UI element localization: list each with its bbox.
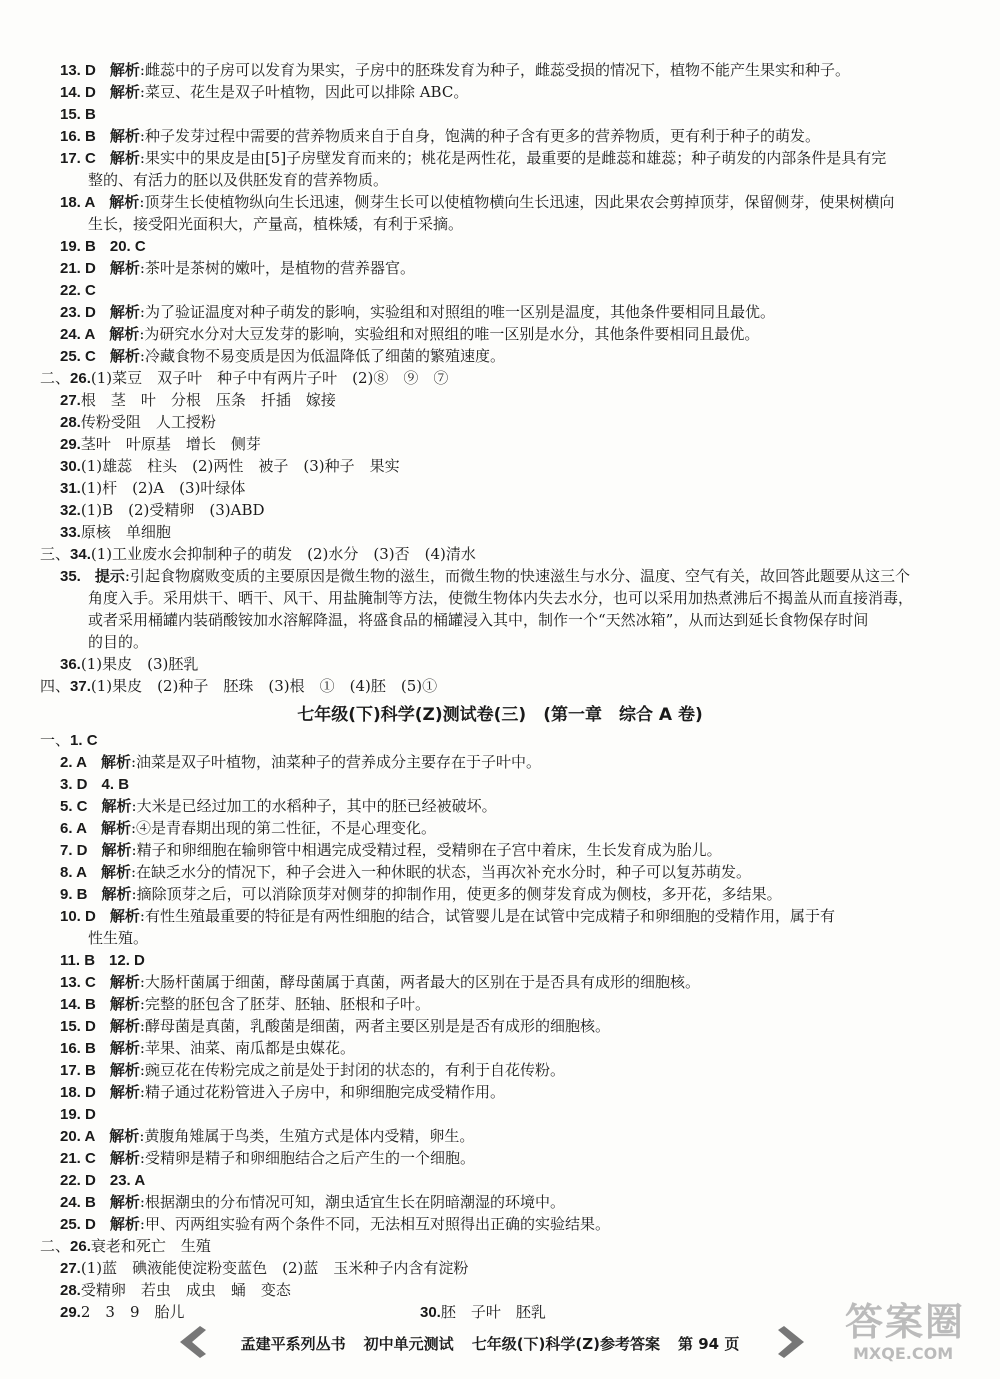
answer-37: 四、37.(1)果皮 (2)种子 胚珠 (3)根 ① (4)胚 (5)① bbox=[40, 677, 438, 695]
p2-answer-19: 19. D bbox=[60, 1106, 96, 1123]
p2-answer-14: 14. B 解析:完整的胚包含了胚芽、胚轴、胚根和子叶。 bbox=[60, 995, 430, 1013]
p2-answer-30-num: 30. bbox=[420, 1304, 441, 1321]
answer-14: 14. D 解析:菜豆、花生是双子叶植物，因此可以排除 ABC。 bbox=[60, 83, 469, 101]
answer-33: 33.原核 单细胞 bbox=[60, 523, 171, 541]
p2-answer-13: 13. C 解析:大肠杆菌属于细菌，酵母菌属于真菌，两者最大的区别在于是否具有成形的细胞核。 bbox=[60, 973, 700, 991]
answer-23: 23. D 解析:为了验证温度对种子萌发的影响，实验组和对照组的唯一区别是温度，其他条件要相同且最优。 bbox=[60, 303, 775, 321]
answer-15: 15. B bbox=[60, 106, 96, 123]
answer-34: 三、34.(1)工业废水会抑制种子的萌发 (2)水分 (3)否 (4)清水 bbox=[40, 545, 476, 563]
p2-answer-28: 28.受精卵 若虫 成虫 蛹 变态 bbox=[60, 1281, 291, 1299]
p2-answer-29: 29.2 3 9 胎儿 bbox=[60, 1303, 185, 1321]
answer-22: 22. C bbox=[60, 282, 96, 299]
p2-answer-30 bbox=[420, 1302, 1000, 1323]
p2-answer-22-23: 22. D 23. A bbox=[60, 1172, 146, 1189]
answer-30: 30.(1)雄蕊 柱头 (2)两性 被子 (3)种子 果实 bbox=[60, 457, 400, 475]
answer-13: 13. D 解析:雌蕊中的子房可以发育为果实，子房中的胚珠发育为种子，雌蕊受损的情况下，植物不能产生果实和种子。 bbox=[60, 61, 850, 79]
section-title: 七年级(下)科学(Z)测试卷(三) (第一章 综合 A 卷) bbox=[297, 705, 703, 725]
answer-21: 21. D 解析:茶叶是茶树的嫩叶，是植物的营养器官。 bbox=[60, 259, 415, 277]
answer-18-cont: 生长，接受阳光面积大，产量高，植株矮，有利于采摘。 bbox=[88, 215, 464, 233]
answer-25: 25. C 解析:冷藏食物不易变质是因为低温降低了细菌的繁殖速度。 bbox=[60, 347, 505, 365]
p2-answer-5: 5. C 解析:大米是已经过加工的水稻种子，其中的胚已经被破坏。 bbox=[60, 797, 497, 815]
p2-answer-26: 二、26.衰老和死亡 生殖 bbox=[40, 1237, 211, 1255]
answer-28: 28.传粉受阻 人工授粉 bbox=[60, 413, 216, 431]
answer-32: 32.(1)B (2)受精卵 (3)ABD bbox=[60, 501, 265, 519]
p2-answer-20: 20. A 解析:黄腹角雉属于鸟类，生殖方式是体内受精，卵生。 bbox=[60, 1127, 475, 1145]
p2-answer-8: 8. A 解析:在缺乏水分的情况下，种子会进入一种休眠的状态，当再次补充水分时，种子可以复苏萌发。 bbox=[60, 863, 752, 881]
footer-subject: 七年级(下)科学(Z)参考答案 bbox=[471, 1334, 660, 1353]
footer-series: 孟建平系列丛书 bbox=[240, 1334, 346, 1353]
p2-answer-21: 21. C 解析:受精卵是精子和卵细胞结合之后产生的一个细胞。 bbox=[60, 1149, 475, 1167]
p2-answer-27: 27.(1)蓝 碘液能使淀粉变蓝色 (2)蓝 玉米种子内含有淀粉 bbox=[60, 1259, 469, 1277]
answer-35-line2: 角度入手。采用烘干、晒干、风干、用盐腌制等方法，使微生物体内失去水分，也可以采用加热煮沸后不揭盖从而直接消毒， bbox=[88, 589, 914, 607]
answer-19-20: 19. B 20. C bbox=[60, 238, 146, 255]
answer-26: 二、26.(1)菜豆 双子叶 种子中有两片子叶 (2)⑧ ⑨ ⑦ bbox=[40, 369, 449, 387]
answer-35-line4: 的目的。 bbox=[88, 633, 149, 651]
p2-answer-3-4: 3. D 4. B bbox=[60, 776, 130, 793]
p2-answer-7: 7. D 解析:精子和卵细胞在输卵管中相遇完成受精过程，受精卵在子宫中着床，生长发育成为胎儿。 bbox=[60, 841, 722, 859]
page-footer bbox=[170, 1326, 810, 1360]
p2-answer-16: 16. B 解析:苹果、油菜、南瓜都是虫媒花。 bbox=[60, 1039, 355, 1057]
watermark-url: MXQE.COM bbox=[853, 1344, 954, 1363]
answer-18: 18. A 解析:顶芽生长使植物纵向生长迅速，侧芽生长可以使植物横向生长迅速，因此果农会剪掉顶芽，保留侧芽，使果树横向 bbox=[60, 193, 895, 211]
answer-24: 24. A 解析:为研究水分对大豆发芽的影响，实验组和对照组的唯一区别是水分，其他条件要相同且最优。 bbox=[60, 325, 760, 343]
answer-36: 36.(1)果皮 (3)胚乳 bbox=[60, 655, 199, 673]
p2-answer-10: 10. D 解析:有性生殖最重要的特征是有两性细胞的结合，试管婴儿是在试管中完成精子和卵细胞的受精作用，属于有 bbox=[60, 907, 835, 925]
p2-answer-18: 18. D 解析:精子通过花粉管进入子房中，和卵细胞完成受精作用。 bbox=[60, 1083, 505, 1101]
footer-book: 初中单元测试 bbox=[363, 1334, 454, 1353]
p2-answer-9: 9. B 解析:摘除顶芽之后，可以消除顶芽对侧芽的抑制作用，使更多的侧芽发育成为侧枝，多开花，多结果。 bbox=[60, 885, 782, 903]
answer-17: 17. C 解析:果实中的果皮是由[5]子房壁发育而来的；桃花是两性花，最重要的是雌蕊和雄蕊；种子萌发的内部条件是具有完 bbox=[60, 149, 887, 167]
p2-answer-2: 2. A 解析:油菜是双子叶植物，油菜种子的营养成分主要存在于子叶中。 bbox=[60, 753, 542, 771]
answer-27: 27.根 茎 叶 分根 压条 扦插 嫁接 bbox=[60, 391, 336, 409]
p2-answer-11-12: 11. B 12. D bbox=[60, 952, 145, 969]
chevron-right-icon bbox=[770, 1322, 814, 1362]
answer-35-line3: 或者采用桶罐内装硝酸铵加水溶解降温，将盛食品的桶罐浸入其中，制作一个“天然冰箱”，从而达到延长食物保存时间 bbox=[88, 611, 869, 629]
watermark-main: 答案圈 bbox=[845, 1300, 966, 1344]
answer-29: 29.茎叶 叶原基 增长 侧芽 bbox=[60, 435, 261, 453]
answer-17-cont: 整的、有活力的胚以及供胚发育的营养物质。 bbox=[88, 171, 389, 189]
p2-answer-6: 6. A 解析:④是青春期出现的第二性征，不是心理变化。 bbox=[60, 819, 437, 837]
answer-31: 31.(1)杆 (2)A (3)叶绿体 bbox=[60, 479, 246, 497]
p2-answer-25: 25. D 解析:甲、丙两组实验有两个条件不同，无法相互对照得出正确的实验结果。 bbox=[60, 1215, 610, 1233]
p2-answer-17: 17. B 解析:豌豆花在传粉完成之前是处于封闭的状态的，有利于自花传粉。 bbox=[60, 1061, 565, 1079]
p2-answer-24: 24. B 解析:根据潮虫的分布情况可知，潮虫适宜生长在阴暗潮湿的环境中。 bbox=[60, 1193, 565, 1211]
p2-answer-1: 一、1. C bbox=[40, 732, 98, 749]
answer-16: 16. B 解析:种子发芽过程中需要的营养物质来自于自身，饱满的种子含有更多的营养物质，更有利于种子的萌发。 bbox=[60, 127, 820, 145]
p2-answer-30-text: 胚 子叶 胚乳 bbox=[440, 1303, 546, 1321]
p2-answer-10-cont: 性生殖。 bbox=[88, 929, 149, 947]
p2-answer-15: 15. D 解析:酵母菌是真菌，乳酸菌是细菌，两者主要区别是是否有成形的细胞核。 bbox=[60, 1017, 610, 1035]
footer-page: 第 94 页 bbox=[678, 1334, 740, 1353]
answer-35: 35. 提示:引起食物腐败变质的主要原因是微生物的滋生，而微生物的快速滋生与水分、温度、空气有关，故回答此题要从这三个 bbox=[60, 567, 910, 585]
